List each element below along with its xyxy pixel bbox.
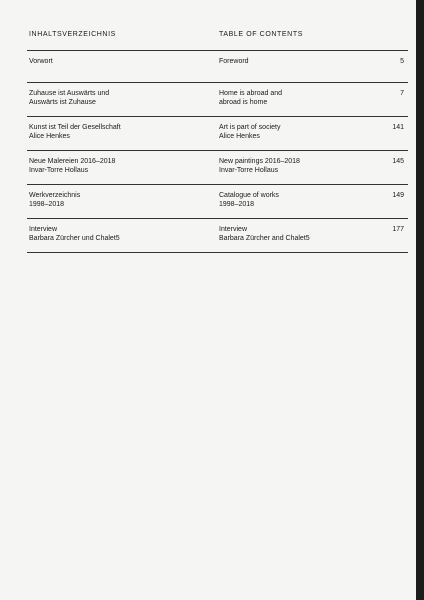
toc-entry-catalogue <box>27 185 408 219</box>
heading-german: INHALTSVERZEICHNIS <box>29 31 116 38</box>
entry-german-title: Werkverzeichnis 1998–2018 <box>29 192 81 208</box>
entry-page-number: 141 <box>392 124 404 131</box>
entry-german-title: Zuhause ist Auswärts und Auswärts ist Zuhause <box>29 90 110 106</box>
page-edge <box>416 0 424 600</box>
entry-page-number: 177 <box>392 226 404 233</box>
entry-german-title: Interview Barbara Zürcher und Chalet5 <box>29 226 120 242</box>
toc-entry-foreword <box>27 51 408 83</box>
toc-entry-home-abroad <box>27 83 408 117</box>
toc-entry-new-paintings <box>27 151 408 185</box>
entry-english-title: Art is part of society Alice Henkes <box>219 124 281 140</box>
table-of-contents <box>27 31 408 253</box>
entry-page-number: 149 <box>392 192 404 199</box>
entry-german-title: Vorwort <box>29 58 53 65</box>
toc-entry-interview <box>27 219 408 253</box>
entry-english-title: Foreword <box>219 58 249 65</box>
entry-german-title: Neue Malereien 2016–2018 Invar-Torre Hollaus <box>29 158 116 174</box>
entry-english-title: Interview Barbara Zürcher and Chalet5 <box>219 226 310 242</box>
entry-english-title: New paintings 2016–2018 Invar-Torre Hollaus <box>219 158 300 174</box>
entry-german-title: Kunst ist Teil der Gesellschaft Alice Henkes <box>29 124 121 140</box>
entry-page-number: 5 <box>400 58 404 65</box>
heading-english: TABLE OF CONTENTS <box>219 31 303 38</box>
entry-page-number: 7 <box>400 90 404 97</box>
toc-header <box>27 31 408 51</box>
entry-page-number: 145 <box>392 158 404 165</box>
entry-english-title: Home is abroad and abroad is home <box>219 90 283 106</box>
entry-english-title: Catalogue of works 1998–2018 <box>219 192 279 208</box>
toc-entry-art-society <box>27 117 408 151</box>
